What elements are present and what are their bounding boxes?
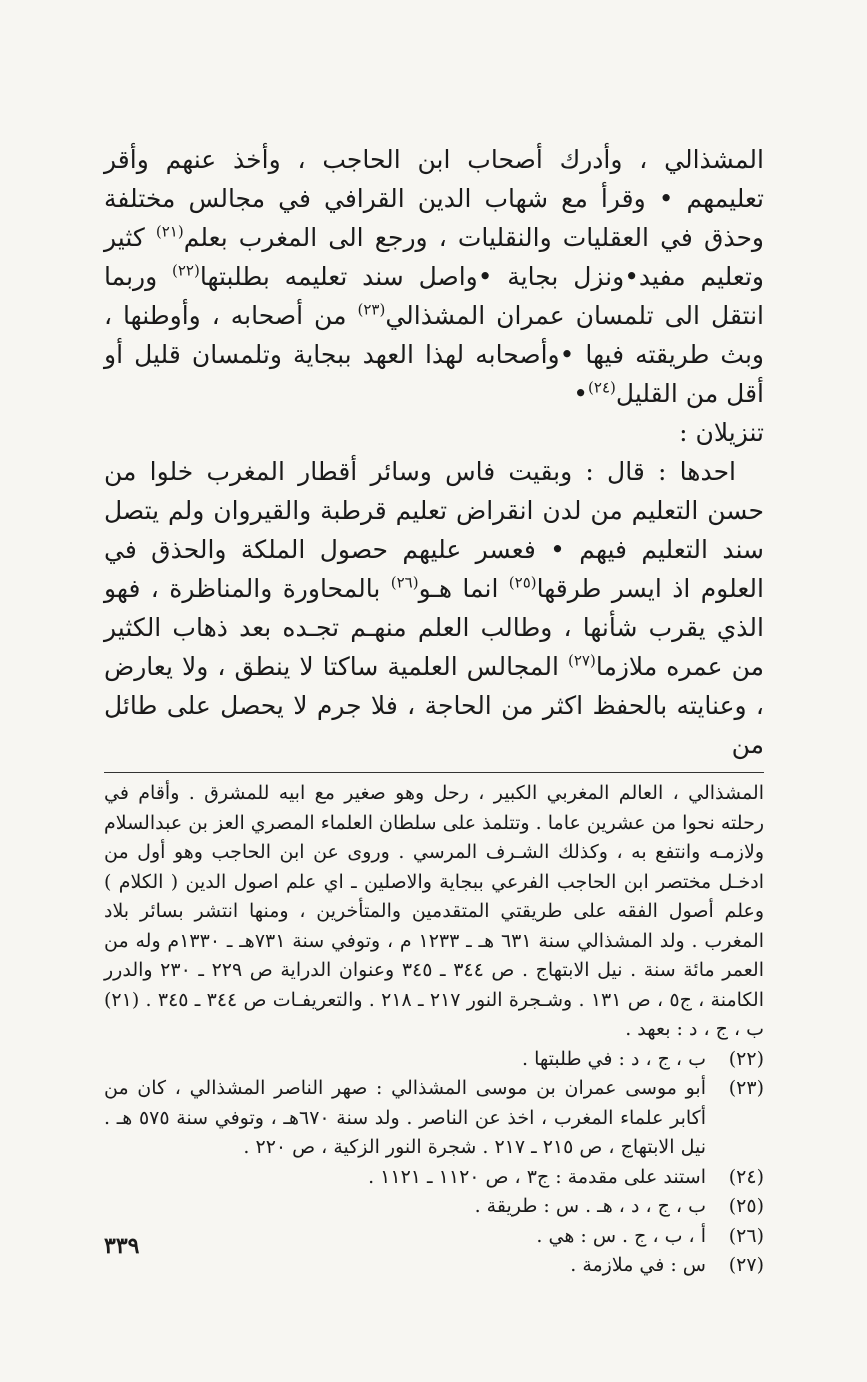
text-run: وربما انتقل الى تلمسان عمران المشذالي <box>104 262 764 330</box>
footnote-text: أبو موسى عمران بن موسى المشذالي : صهر الناصر المشذالي ، كان من أكابر علماء المغرب ، اخذ عن الناصر . ولد سنة ٦٧٠هـ ، وتوفي سنة ٥٧٥ هـ . نيل الابتهاج ، ص ٢١٥ ـ ٢١٧ . شجرة النور الزكية ، ص ٢٢٠ . <box>104 1077 706 1158</box>
footnote-divider <box>104 772 764 773</box>
footnote-list <box>104 1045 764 1281</box>
body-paragraph <box>104 140 764 413</box>
text-run: كثير وتعليم مفيد•ونزل بجاية •واصل سند تعليمه بطلبتها <box>104 223 765 291</box>
footnote-item <box>104 1163 764 1193</box>
section-heading: تنزيلان : <box>679 418 764 447</box>
footnote-item <box>104 1045 764 1075</box>
text-run: المشذالي ، وأدرك أصحاب ابن الحاجب ، وأخذ عنهم وأقر تعليمهم • وقرأ مع شهاب الدين القرافي في مجالس مختلفة وحذق في العقليات والنقليات ، ورجع الى المغرب بعلم <box>104 145 764 252</box>
text-run: • <box>573 379 589 408</box>
footnote-text: ب ، ج ، د : في طلبتها . <box>522 1047 706 1070</box>
footnote-ref[interactable]: (٢٧) <box>568 651 596 670</box>
footnote-number: (٢٤) <box>728 1165 764 1188</box>
footnote-ref[interactable]: (٢٤) <box>588 378 616 397</box>
footnote-ref[interactable]: (٢٦) <box>390 573 419 592</box>
text-run: المجالس العلمية ساكتا لا ينطق ، ولا يعارض ، وعنايته بالحفظ اكثر من الحاجة ، فلا جرم لا يحصل على طائل من <box>104 652 764 759</box>
footnote-item <box>104 1074 764 1163</box>
text-run: من أصحابه ، وأوطنها ، وبث طريقته فيها •وأصحابه لهذا العهد ببجاية وتلمسان قليل أو أقل من القليل <box>104 301 764 408</box>
footnote-text: استند على مقدمة : ج٣ ، ص ١١٢٠ ـ ١١٢١ . <box>368 1165 706 1188</box>
page-number: ٣٣٩ <box>104 1233 140 1259</box>
footnote-number: (٢٧) <box>728 1254 764 1276</box>
text-run: انما هـو <box>418 574 509 603</box>
footnote-number: (٢٦) <box>728 1224 764 1247</box>
footnote-item <box>104 1222 764 1252</box>
body-paragraph <box>104 452 764 764</box>
footnote-number: (٢٥) <box>728 1195 764 1217</box>
footnote-continuation-text: المشذالي ، العالم المغربي الكبير ، رحل وهو صغير مع ابيه للمشرق . وأقام في رحلته نحوا من عشرين عاما . وتتلمذ على سلطان العلماء المصري العز بن عبدالسلام ولازمـه وانتفع به ، وكذلك الشـرف المرسي . وروى عن ابن الحاجب وهو أول من ادخـل مختصر ابن الحاجب الفرعي ببجاية والاصلين ـ اي علم اصول الدين ( الكلام ) وعلم أصول الفقه على طريقتي المتقدمين والمتأخرين ، ومنها انتشر بسائر بلاد المغرب . ولد المشذالي سنة ٦٣١ هـ ـ ١٢٣٣ م ، وتوفي سنة ٧٣١هـ ـ ١٣٣٠م وله من العمر مائة سنة . نيل الابتهاج . ص ٣٤٤ ـ ٣٤٥ وعنوان الدراية ص ٢٢٩ ـ ٢٣٠ والدرر الكامنة ، ج٥ ، ص ١٣١ . وشـجرة النور ٢١٧ ـ ٢١٨ . والتعريفـات ص ٣٤٤ ـ ٣٤٥ . (٢١) ب ، ج ، د : بعهد . <box>104 782 764 1040</box>
footnote-continuation <box>104 779 764 1045</box>
footnote-ref[interactable]: (٢٢) <box>172 261 200 280</box>
footnote-ref[interactable]: (٢١) <box>155 222 184 241</box>
main-text <box>104 140 764 764</box>
footnote-text: ب ، ج ، د ، هـ . س : طريقة . <box>474 1195 706 1217</box>
footnote-ref[interactable]: (٢٥) <box>508 573 537 592</box>
footnote-text: س : في ملازمة . <box>570 1254 706 1276</box>
footnote-ref[interactable]: (٢٣) <box>357 300 386 319</box>
footnote-number: (٢٢) <box>728 1047 764 1070</box>
text-run: بالمحاورة والمناظرة ، فهو الذي يقرب شأنها ، وطالب العلم منهـم تجـده بعد ذهاب الكثير من عمره ملازما <box>104 574 765 681</box>
footnote-item <box>104 1251 764 1281</box>
book-page <box>104 140 764 1281</box>
footnote-text: أ ، ب ، ج . س : هي . <box>536 1224 706 1247</box>
text-run: احدها : قال : وبقيت فاس وسائر أقطار المغرب خلوا من حسن التعليم من لدن انقراض تعليم قرطبة والقيروان ولم يتصل سند التعليم فيهم • فعسر عليهم حصول الملكة والحذق في العلوم اذ ايسر طرقها <box>104 457 764 603</box>
footnote-number: (٢٣) <box>728 1077 764 1099</box>
footnote-item <box>104 1192 764 1222</box>
